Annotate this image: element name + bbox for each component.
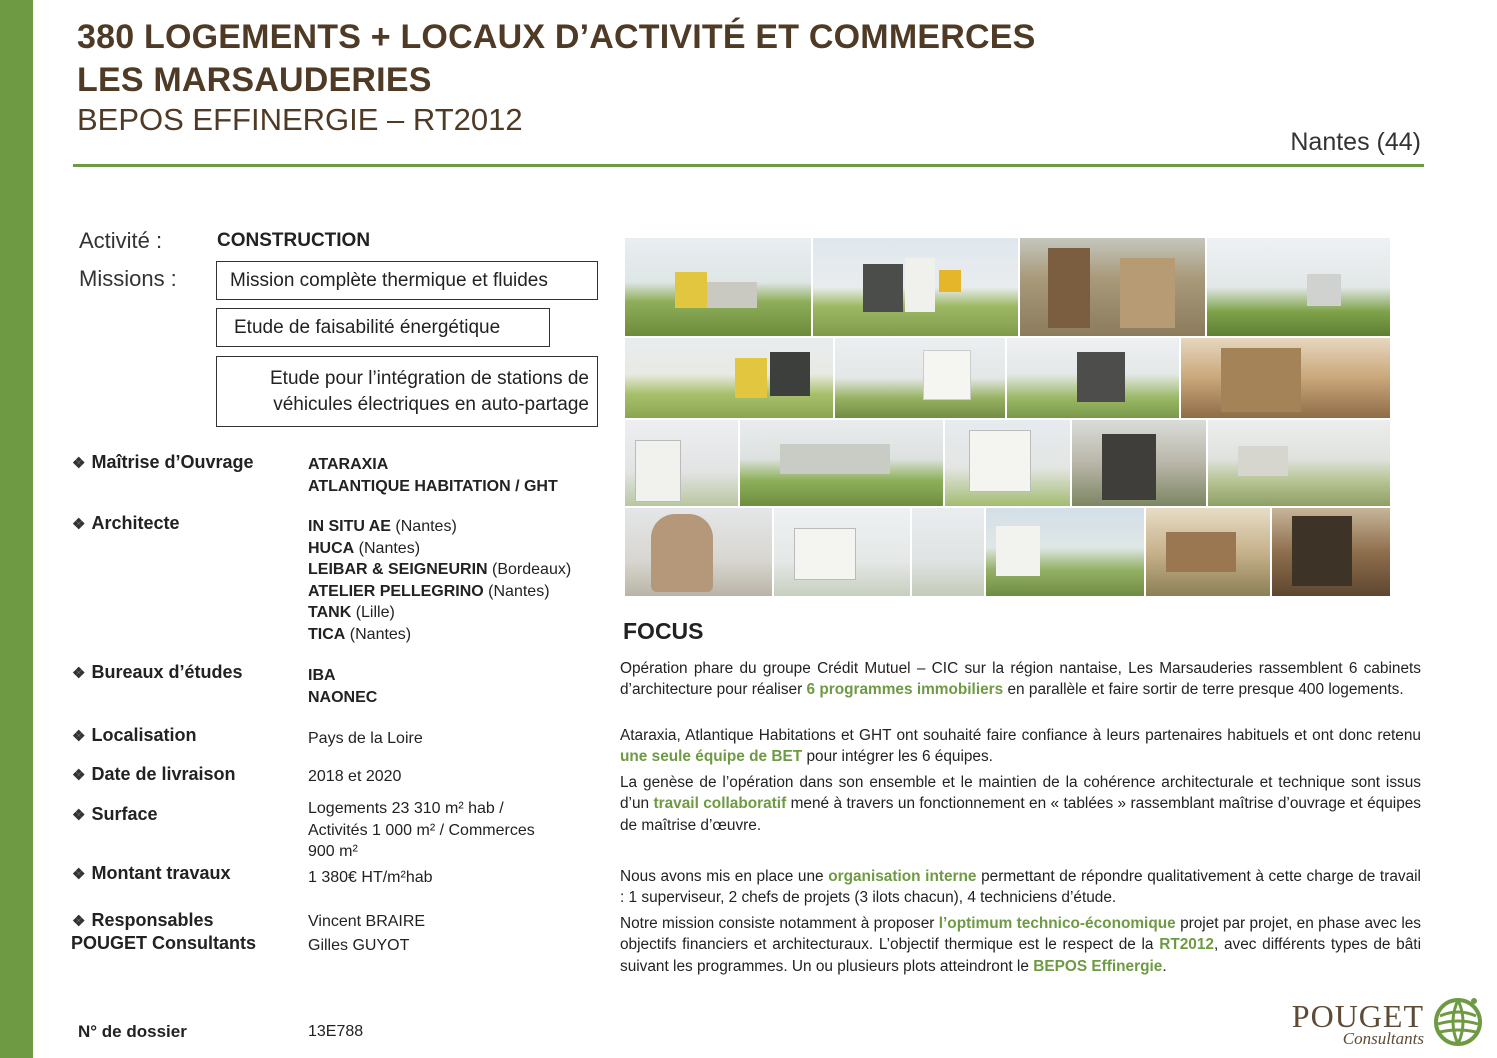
missions-label: Missions : — [79, 266, 177, 291]
diamond-bullet-icon: ❖ — [72, 728, 86, 745]
mission-box-3 — [216, 356, 598, 427]
rendering-image — [1072, 420, 1206, 506]
field-surface-value — [308, 798, 535, 863]
left-accent-bar — [0, 0, 33, 1058]
responsable-2: Gilles GUYOT — [308, 937, 410, 954]
field-montant-value: 1 380€ HT/m²hab — [308, 869, 433, 886]
architecte-line-4: ATELIER PELLEGRINO (Nantes) — [308, 582, 550, 600]
maitrise-line-1: ATARAXIA — [308, 456, 389, 473]
header-rule — [73, 164, 1424, 167]
globe-logo-icon — [1430, 992, 1486, 1048]
page-title-line2: LES MARSAUDERIES — [77, 61, 432, 99]
field-localisation-label: ❖ Localisation — [72, 725, 197, 745]
city-label: Nantes (44) — [1290, 128, 1421, 156]
surface-line-2: Activités 1 000 m² / Commerces — [308, 821, 535, 839]
page-subtitle: BEPOS EFFINERGIE – RT2012 — [77, 102, 523, 137]
rendering-image — [1181, 338, 1390, 418]
rendering-image — [835, 338, 1005, 418]
rendering-image — [1272, 508, 1390, 596]
rendering-image — [625, 420, 738, 506]
diamond-bullet-icon: ❖ — [72, 866, 86, 883]
field-localisation-value: Pays de la Loire — [308, 730, 423, 747]
rendering-image — [625, 508, 772, 596]
renderings-collage — [625, 238, 1390, 596]
logo-subtitle: Consultants — [1342, 1029, 1424, 1048]
activity-value: CONSTRUCTION — [217, 230, 371, 251]
mission-text-3b: véhicules électriques en auto-partage — [273, 394, 589, 415]
rendering-image — [1007, 338, 1179, 418]
field-responsables-label: ❖ Responsables — [72, 910, 214, 930]
architecte-line-5: TANK (Lille) — [308, 604, 395, 621]
mission-box-1 — [216, 261, 598, 300]
rendering-image — [813, 238, 1018, 336]
architecte-line-1: IN SITU AE (Nantes) — [308, 518, 457, 535]
responsable-1: Vincent BRAIRE — [308, 913, 426, 930]
field-architecte-label: ❖ Architecte — [72, 513, 180, 533]
field-architecte-value — [308, 516, 571, 645]
field-bureaux-value — [308, 665, 377, 708]
rendering-image — [986, 508, 1144, 596]
rendering-image — [774, 508, 910, 596]
field-dossier-value: 13E788 — [308, 1023, 364, 1040]
mission-text-2: Etude de faisabilité énergétique — [234, 317, 501, 338]
architecte-line-2: HUCA (Nantes) — [308, 539, 421, 557]
rendering-image — [740, 420, 943, 506]
mission-box-2 — [216, 308, 550, 347]
rendering-image — [625, 238, 811, 336]
field-maitrise-value — [308, 454, 558, 497]
rendering-image — [1207, 238, 1390, 336]
diamond-bullet-icon: ❖ — [72, 455, 86, 472]
architecte-line-6: TICA (Nantes) — [308, 625, 412, 643]
focus-paragraph-5: Notre mission consiste notamment à proposer l’optimum technico-économique projet par projet, en phase avec les objectifs financiers et architecturaux. L’objectif thermique est le respect de la RT2012, avec différents types de bâti suivant les programmes. Un ou plusieurs plots atteindront le BEPOS Effinergie. — [620, 915, 1422, 975]
surface-line-3: 900 m² — [308, 843, 358, 860]
rendering-image — [625, 338, 833, 418]
focus-paragraph-1: Opération phare du groupe Crédit Mutuel – CIC sur la région nantaise, Les Marsauderies rassemblent 6 cabinets d’architecture pour réaliser 6 programmes immobiliers en parallèle et faire sortir de terre presque 400 logements. — [620, 660, 1421, 699]
field-surface-label: ❖ Surface — [72, 804, 158, 824]
field-montant-label: ❖ Montant travaux — [72, 863, 231, 883]
focus-paragraph-3: La genèse de l’opération dans son ensemble et le maintien de la cohérence architecturale et technique sont issus d’un travail collaboratif mené à travers un fonctionnement en « tablées » rassemblant maîtrise d’ouvrage et équipes de maîtrise d’œuvre. — [620, 774, 1422, 834]
diamond-bullet-icon: ❖ — [72, 767, 86, 784]
field-dossier-label: N° de dossier — [78, 1022, 187, 1041]
focus-paragraph-4: Nous avons mis en place une organisation interne permettant de répondre qualitativement à cette charge de travail : 1 superviseur, 2 chefs de projets (3 ilots chacun), 4 techniciens d’étude. — [620, 868, 1421, 907]
bureaux-line-1: IBA — [308, 667, 336, 684]
focus-paragraph-2: Ataraxia, Atlantique Habitations et GHT ont souhaité faire confiance à leurs partenaires habituels et ont donc retenu une seule équipe de BET pour intégrer les 6 équipes. — [620, 727, 1421, 766]
mission-text-1: Mission complète thermique et fluides — [230, 270, 548, 291]
rendering-image — [945, 420, 1070, 506]
pouget-logo — [1292, 998, 1424, 1049]
diamond-bullet-icon: ❖ — [72, 516, 86, 533]
field-responsables-value — [308, 910, 425, 958]
field-bureaux-label: ❖ Bureaux d’études — [72, 662, 243, 682]
rendering-image — [1146, 508, 1270, 596]
activity-label: Activité : — [79, 228, 163, 253]
bureaux-line-2: NAONEC — [308, 688, 378, 706]
diamond-bullet-icon: ❖ — [72, 913, 86, 930]
logo-wordmark: POUGET — [1291, 998, 1424, 1034]
focus-title: FOCUS — [623, 618, 704, 644]
diamond-bullet-icon: ❖ — [72, 665, 86, 682]
field-livraison-value: 2018 et 2020 — [308, 768, 402, 785]
rendering-image — [912, 508, 984, 596]
field-responsables-label-2: POUGET Consultants — [71, 933, 257, 953]
architecte-line-3: LEIBAR & SEIGNEURIN (Bordeaux) — [308, 561, 572, 578]
field-livraison-label: ❖ Date de livraison — [72, 764, 236, 784]
diamond-bullet-icon: ❖ — [72, 807, 86, 824]
field-maitrise-label: ❖ Maîtrise d’Ouvrage — [72, 452, 254, 472]
rendering-image — [1020, 238, 1205, 336]
surface-line-1: Logements 23 310 m² hab / — [308, 800, 504, 817]
maitrise-line-2: ATLANTIQUE HABITATION / GHT — [308, 477, 558, 495]
page-title-line1: 380 LOGEMENTS + LOCAUX D’ACTIVITÉ ET COMMERCES — [77, 18, 1036, 56]
mission-text-3a: Etude pour l’intégration de stations de — [270, 368, 589, 389]
rendering-image — [1208, 420, 1390, 506]
